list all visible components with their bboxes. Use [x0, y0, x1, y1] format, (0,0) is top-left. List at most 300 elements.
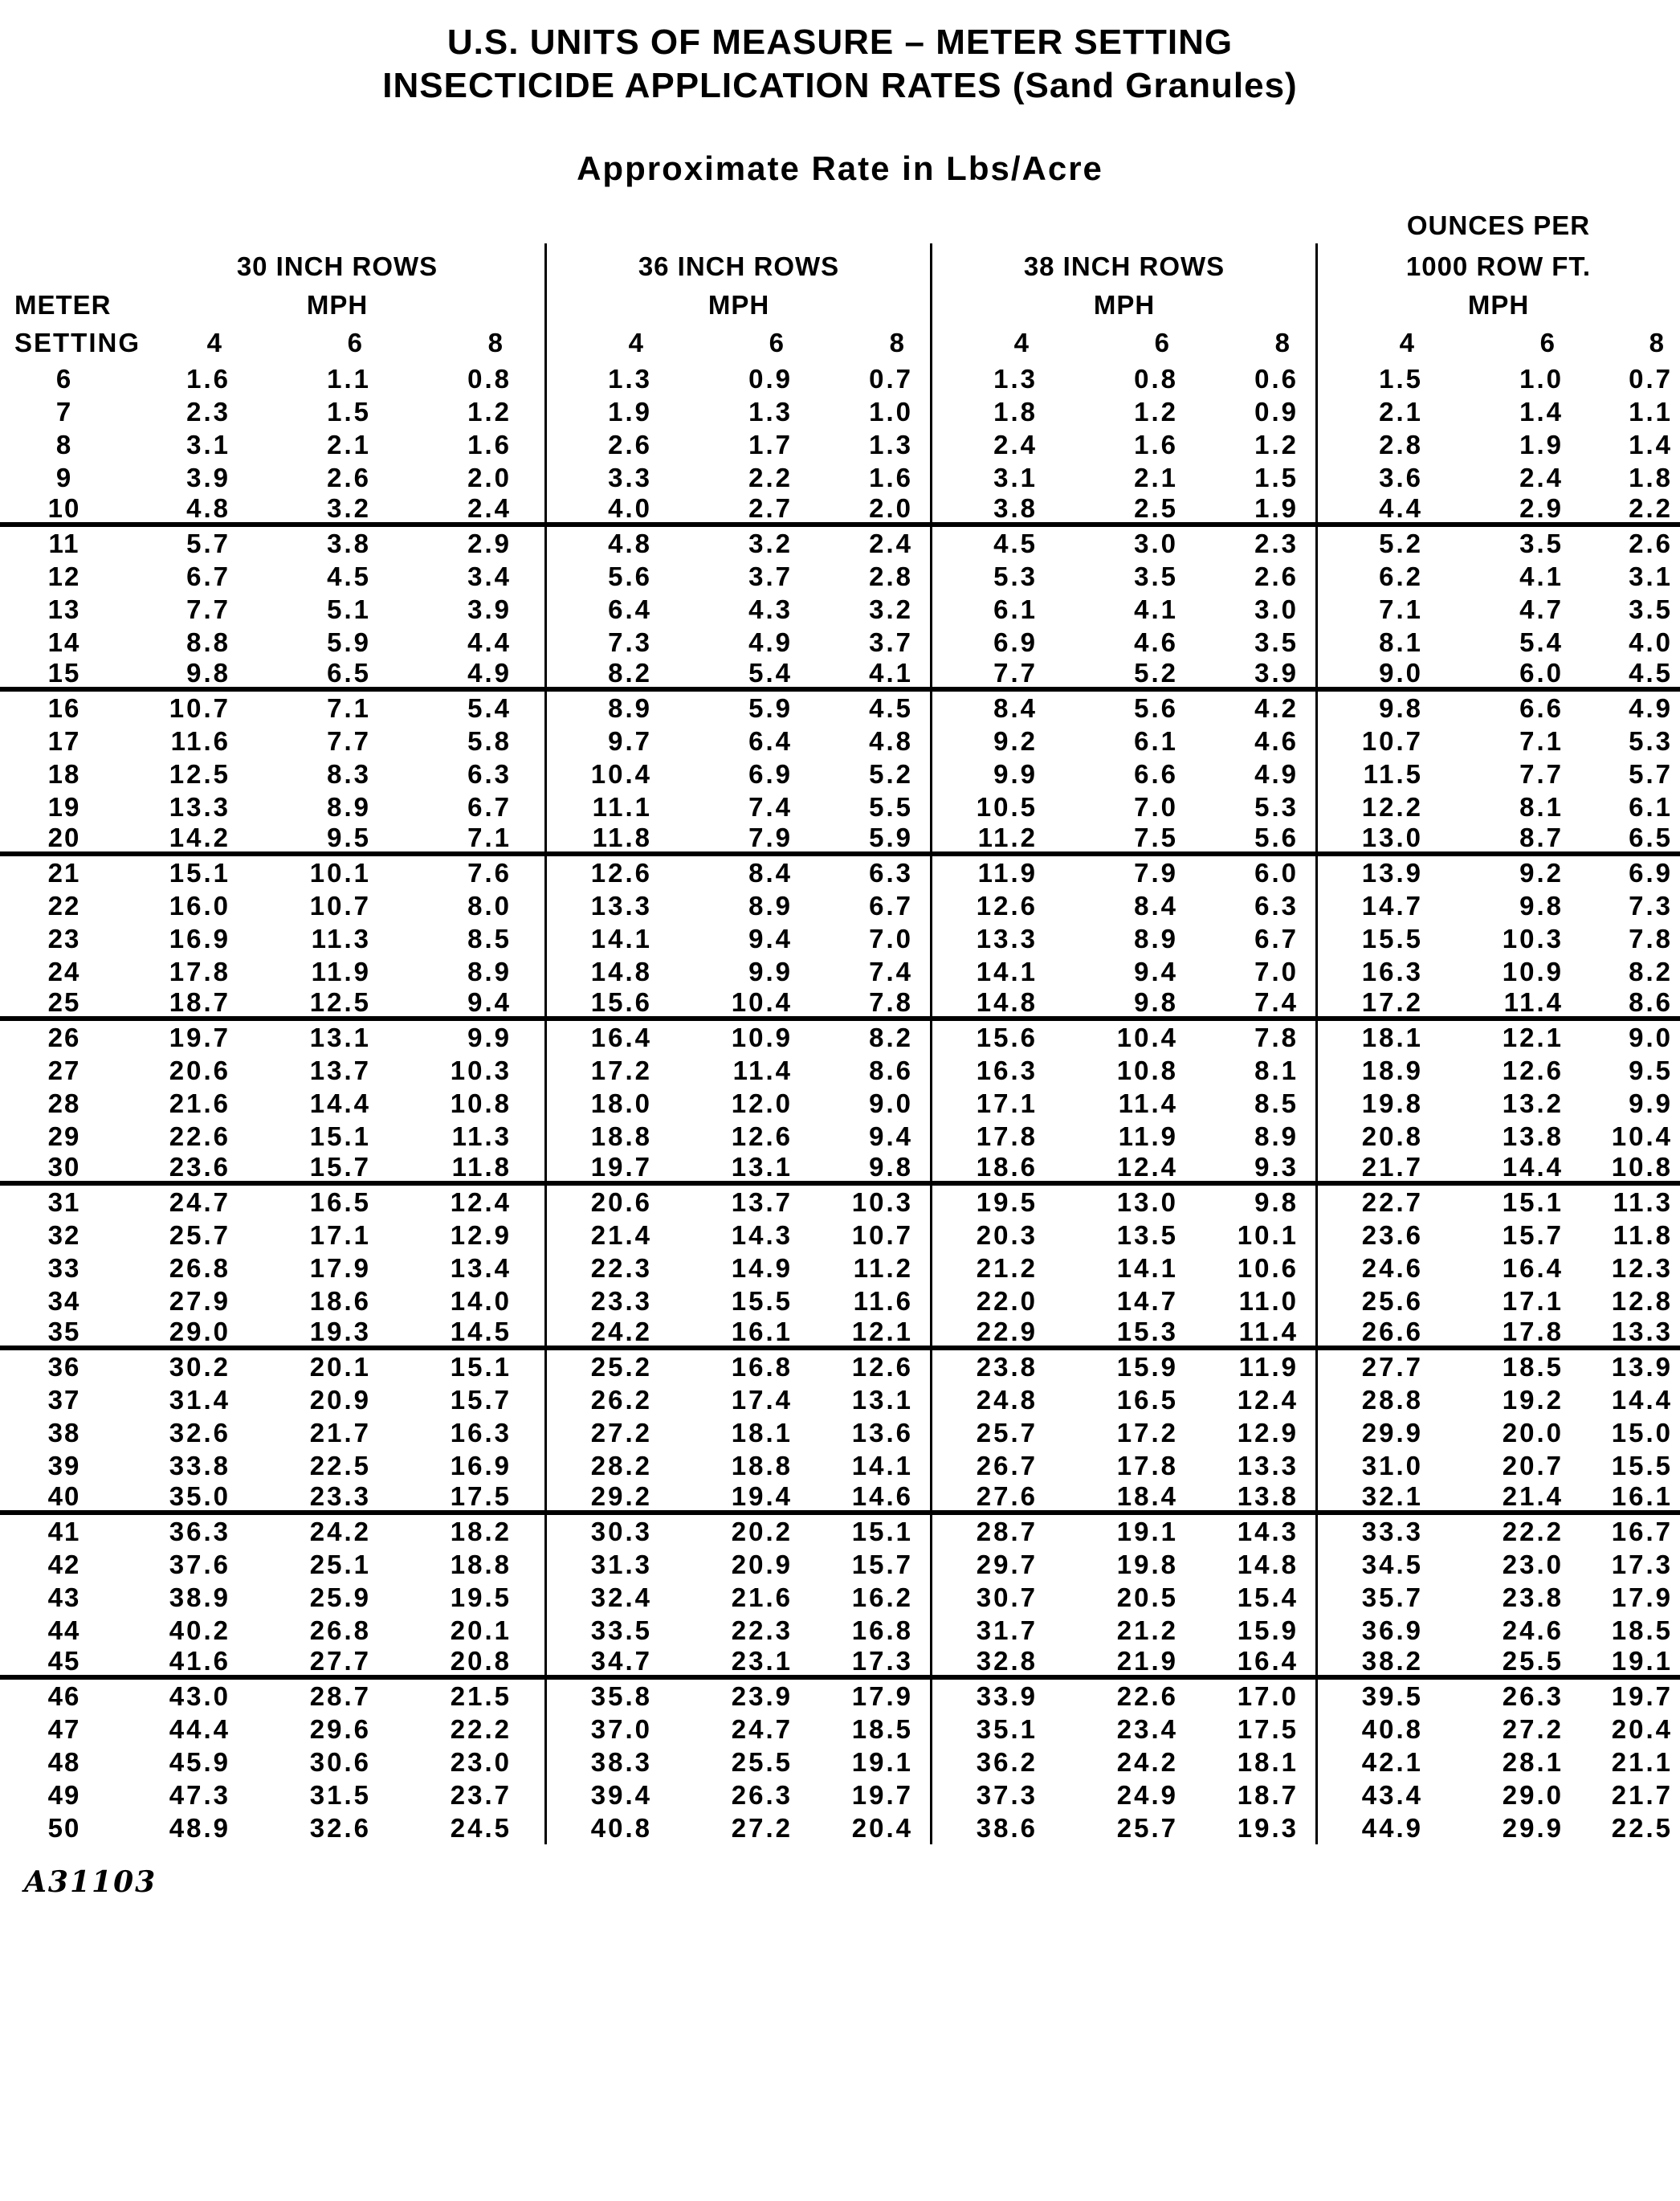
- rate-cell: 23.1: [731, 1646, 793, 1676]
- meter-setting-cell: 35: [47, 1317, 81, 1346]
- group-ounces-mph: MPH: [1467, 290, 1530, 320]
- rate-cell: 8.9: [1254, 1121, 1299, 1151]
- rate-cell: 8.5: [467, 924, 512, 953]
- rate-cell: 19.5: [450, 1582, 512, 1612]
- rate-cell: 11.8: [592, 823, 652, 852]
- rate-cell: 19.7: [1611, 1681, 1673, 1711]
- rate-cell: 17.5: [450, 1481, 512, 1511]
- meter-setting-cell: 16: [47, 693, 81, 723]
- rate-cell: 23.4: [1116, 1714, 1178, 1744]
- table-row: [0, 1252, 1680, 1284]
- rate-cell: 11.2: [977, 823, 1038, 852]
- meter-setting-cell: 15: [47, 658, 81, 688]
- table-row: [0, 757, 1680, 790]
- document-code: A31103: [24, 1865, 157, 1899]
- rate-cell: 18.1: [731, 1418, 793, 1448]
- rate-cell: 1.1: [1629, 397, 1673, 427]
- rate-cell: 8.9: [327, 792, 371, 822]
- rate-cell: 17.8: [976, 1121, 1038, 1151]
- rate-cell: 7.9: [1134, 858, 1178, 888]
- rate-cell: 3.3: [608, 463, 652, 492]
- rate-cell: 4.1: [1134, 594, 1178, 624]
- rate-cell: 2.6: [327, 463, 371, 492]
- rate-cell: 7.6: [467, 858, 512, 888]
- rate-cell: 10.8: [1116, 1056, 1178, 1085]
- rate-cell: 3.2: [748, 529, 793, 558]
- meter-setting-cell: 24: [47, 957, 81, 986]
- rate-cell: 23.7: [450, 1780, 512, 1810]
- rate-cell: 6.3: [869, 858, 913, 888]
- rate-cell: 37.3: [976, 1780, 1038, 1810]
- rate-cell: 28.7: [309, 1681, 371, 1711]
- subtitle: Approximate Rate in Lbs/Acre: [577, 149, 1103, 187]
- rate-cell: 15.9: [1237, 1615, 1299, 1645]
- rate-cell: 21.6: [169, 1088, 230, 1118]
- meter-setting-cell: 47: [47, 1714, 81, 1744]
- rate-cell: 23.9: [731, 1681, 793, 1711]
- rate-cell: 25.7: [976, 1418, 1038, 1448]
- table-row: [0, 1317, 1680, 1350]
- group-38inch-label: 38 INCH ROWS: [1023, 251, 1225, 281]
- rate-cell: 19.7: [851, 1780, 913, 1810]
- rate-cell: 23.8: [1502, 1582, 1564, 1612]
- rate-cell: 9.7: [608, 726, 652, 756]
- rate-cell: 11.9: [1118, 1121, 1178, 1151]
- rate-cell: 3.4: [467, 561, 512, 591]
- rate-cell: 28.7: [976, 1517, 1038, 1546]
- rate-cell: 24.2: [590, 1317, 652, 1346]
- rate-cell: 40.8: [1361, 1714, 1423, 1744]
- rate-cell: 14.4: [1611, 1385, 1673, 1415]
- speed-header: 4: [1013, 328, 1030, 357]
- table-row: [0, 395, 1680, 428]
- meter-setting-cell: 42: [47, 1550, 81, 1579]
- rate-cell: 2.8: [869, 561, 913, 591]
- rate-cell: 14.8: [590, 957, 652, 986]
- rate-cell: 8.5: [1254, 1088, 1299, 1118]
- rate-cell: 5.9: [748, 693, 793, 723]
- rate-cell: 1.2: [467, 397, 512, 427]
- rate-cell: 28.1: [1502, 1747, 1564, 1777]
- rate-cell: 6.3: [1254, 891, 1299, 921]
- rate-cell: 33.3: [1361, 1517, 1423, 1546]
- rate-cell: 14.4: [1502, 1152, 1564, 1182]
- rate-cell: 5.9: [869, 823, 913, 852]
- rate-cell: 8.8: [186, 627, 230, 657]
- rate-cell: 14.7: [1361, 891, 1423, 921]
- rate-cell: 35.7: [1361, 1582, 1423, 1612]
- rate-cell: 11.3: [451, 1121, 512, 1151]
- rate-cell: 5.8: [467, 726, 512, 756]
- meter-setting-cell: 45: [47, 1646, 81, 1676]
- table-row: [0, 823, 1680, 856]
- rate-cell: 25.9: [309, 1582, 371, 1612]
- rate-cell: 16.8: [731, 1352, 793, 1382]
- rate-cell: 2.9: [467, 529, 512, 558]
- rate-cell: 2.4: [467, 493, 512, 523]
- rate-cell: 19.7: [590, 1152, 652, 1182]
- rate-cell: 31.3: [590, 1550, 652, 1579]
- rate-cell: 15.6: [976, 1023, 1038, 1052]
- rate-cell: 18.8: [450, 1550, 512, 1579]
- rate-cell: 4.5: [327, 561, 371, 591]
- rate-cell: 14.4: [309, 1088, 371, 1118]
- rate-cell: 3.1: [993, 463, 1038, 492]
- rate-cell: 38.6: [976, 1813, 1038, 1843]
- rate-cell: 35.1: [976, 1714, 1038, 1744]
- speed-header: 4: [206, 328, 223, 357]
- rate-cell: 9.5: [327, 823, 371, 852]
- rate-cell: 39.4: [590, 1780, 652, 1810]
- rate-cell: 8.7: [1519, 823, 1564, 852]
- rate-cell: 21.5: [450, 1681, 512, 1711]
- table-row: [0, 527, 1680, 560]
- meter-setting-cell: 21: [47, 858, 81, 888]
- rate-cell: 10.4: [590, 759, 652, 789]
- table-row: [0, 1021, 1680, 1054]
- rate-cell: 9.5: [1629, 1056, 1673, 1085]
- meter-setting-cell: 22: [47, 891, 81, 921]
- rate-cell: 21.7: [309, 1418, 371, 1448]
- meter-setting-cell: 25: [47, 987, 81, 1017]
- speed-header: 6: [769, 328, 785, 357]
- rate-cell: 9.4: [1134, 957, 1178, 986]
- rate-cell: 4.9: [748, 627, 793, 657]
- rate-cell: 3.9: [186, 463, 230, 492]
- rate-cell: 8.9: [467, 957, 512, 986]
- rate-cell: 15.3: [1116, 1317, 1178, 1346]
- rate-cell: 14.5: [450, 1317, 512, 1346]
- rate-cell: 21.1: [1611, 1747, 1673, 1777]
- rate-cell: 6.9: [1629, 858, 1673, 888]
- rate-cell: 4.5: [869, 693, 913, 723]
- rate-cell: 25.2: [590, 1352, 652, 1382]
- rate-cell: 5.4: [748, 658, 793, 688]
- rate-cell: 3.8: [327, 529, 371, 558]
- rate-cell: 32.1: [1361, 1481, 1423, 1511]
- rate-cell: 19.1: [851, 1747, 913, 1777]
- rate-cell: 1.4: [1519, 397, 1564, 427]
- table-row: [0, 1713, 1680, 1746]
- rate-cell: 29.7: [976, 1550, 1038, 1579]
- rate-cell: 2.6: [1629, 529, 1673, 558]
- rate-cell: 8.2: [608, 658, 652, 688]
- rate-cell: 15.7: [1502, 1220, 1564, 1250]
- rate-cell: 7.1: [327, 693, 371, 723]
- rate-cell: 22.5: [1611, 1813, 1673, 1843]
- rate-cell: 33.9: [976, 1681, 1038, 1711]
- meter-setting-cell: 8: [55, 430, 73, 459]
- rate-cell: 18.1: [1237, 1747, 1299, 1777]
- group-36inch-label: 36 INCH ROWS: [638, 251, 840, 281]
- rate-cell: 1.6: [1134, 430, 1178, 459]
- meter-setting-cell: 31: [47, 1187, 81, 1217]
- rate-cell: 4.4: [467, 627, 512, 657]
- rate-cell: 7.8: [869, 987, 913, 1017]
- rate-cell: 9.9: [467, 1023, 512, 1052]
- rate-cell: 3.5: [1629, 594, 1673, 624]
- rate-cell: 5.3: [993, 561, 1038, 591]
- table-row: [0, 593, 1680, 626]
- rate-cell: 7.7: [186, 594, 230, 624]
- rate-cell: 1.9: [1519, 430, 1564, 459]
- meter-setting-cell: 20: [47, 823, 81, 852]
- rate-cell: 3.5: [1134, 561, 1178, 591]
- rate-cell: 7.7: [993, 658, 1038, 688]
- column-divider: [1315, 243, 1318, 1844]
- header-row-ounces: [0, 205, 1680, 247]
- group-30inch-label: 30 INCH ROWS: [236, 251, 438, 281]
- rate-cell: 14.8: [1237, 1550, 1299, 1579]
- rate-cell: 17.0: [1237, 1681, 1299, 1711]
- rate-cell: 0.6: [1254, 364, 1299, 394]
- rate-cell: 27.2: [590, 1418, 652, 1448]
- table-row: [0, 1647, 1680, 1680]
- rate-cell: 17.3: [851, 1646, 913, 1676]
- rate-cell: 4.1: [869, 658, 913, 688]
- meter-header-line1: METER: [14, 290, 112, 320]
- rate-cell: 13.3: [169, 792, 230, 822]
- rate-cell: 0.9: [1254, 397, 1299, 427]
- meter-setting-cell: 48: [47, 1747, 81, 1777]
- rate-cell: 9.2: [993, 726, 1038, 756]
- rate-cell: 26.2: [590, 1385, 652, 1415]
- rate-cell: 6.6: [1134, 759, 1178, 789]
- rate-cell: 18.4: [1116, 1481, 1178, 1511]
- rate-cell: 16.5: [1116, 1385, 1178, 1415]
- rate-cell: 6.7: [467, 792, 512, 822]
- rate-cell: 17.8: [169, 957, 230, 986]
- rate-cell: 5.4: [467, 693, 512, 723]
- meter-setting-cell: 50: [47, 1813, 81, 1843]
- rate-cell: 6.9: [748, 759, 793, 789]
- rate-cell: 44.4: [169, 1714, 230, 1744]
- rate-cell: 8.1: [1379, 627, 1423, 657]
- rate-cell: 1.3: [993, 364, 1038, 394]
- rate-cell: 20.1: [309, 1352, 371, 1382]
- rate-cell: 22.3: [590, 1253, 652, 1283]
- rate-cell: 6.0: [1254, 858, 1299, 888]
- rate-cell: 24.2: [309, 1517, 371, 1546]
- speed-header: 6: [1154, 328, 1171, 357]
- rate-cell: 30.7: [976, 1582, 1038, 1612]
- rate-cell: 7.1: [467, 823, 512, 852]
- rate-cell: 11.9: [977, 858, 1038, 888]
- rate-cell: 19.4: [731, 1481, 793, 1511]
- rate-cell: 7.1: [1379, 594, 1423, 624]
- rate-cell: 15.1: [450, 1352, 512, 1382]
- rate-cell: 34.7: [590, 1646, 652, 1676]
- rate-cell: 4.8: [608, 529, 652, 558]
- rate-cell: 6.7: [1254, 924, 1299, 953]
- rate-cell: 38.3: [590, 1747, 652, 1777]
- rate-cell: 2.4: [869, 529, 913, 558]
- rate-cell: 24.9: [1116, 1780, 1178, 1810]
- rate-cell: 22.9: [976, 1317, 1038, 1346]
- rate-cell: 18.8: [731, 1451, 793, 1480]
- speed-header: 8: [1274, 328, 1291, 357]
- rate-cell: 19.1: [1611, 1646, 1673, 1676]
- rate-cell: 3.1: [186, 430, 230, 459]
- table-row: [0, 659, 1680, 692]
- rate-cell: 4.9: [467, 658, 512, 688]
- rate-cell: 22.5: [309, 1451, 371, 1480]
- rate-cell: 2.2: [748, 463, 793, 492]
- rate-cell: 36.2: [976, 1747, 1038, 1777]
- rate-cell: 5.2: [1379, 529, 1423, 558]
- rate-cell: 8.9: [748, 891, 793, 921]
- table-row: [0, 1614, 1680, 1647]
- rate-cell: 3.5: [1254, 627, 1299, 657]
- rate-cell: 32.4: [590, 1582, 652, 1612]
- table-row: [0, 362, 1680, 395]
- rate-cell: 8.3: [327, 759, 371, 789]
- rate-cell: 19.7: [169, 1023, 230, 1052]
- rate-cell: 11.8: [451, 1152, 512, 1182]
- rate-cell: 19.1: [1116, 1517, 1178, 1546]
- rate-cell: 23.6: [1361, 1220, 1423, 1250]
- rate-cell: 31.5: [309, 1780, 371, 1810]
- meter-setting-cell: 38: [47, 1418, 81, 1448]
- rate-cell: 29.9: [1502, 1813, 1564, 1843]
- rate-cell: 2.3: [1254, 529, 1299, 558]
- rate-cell: 17.4: [731, 1385, 793, 1415]
- rate-cell: 15.7: [851, 1550, 913, 1579]
- rate-cell: 7.0: [869, 924, 913, 953]
- rate-cell: 16.9: [169, 924, 230, 953]
- rate-cell: 7.8: [1629, 924, 1673, 953]
- rate-cell: 7.5: [1134, 823, 1178, 852]
- rate-cell: 12.6: [976, 891, 1038, 921]
- rate-cell: 20.0: [1502, 1418, 1564, 1448]
- meter-setting-cell: 37: [47, 1385, 81, 1415]
- rate-cell: 13.3: [1237, 1451, 1299, 1480]
- rate-cell: 8.6: [1629, 987, 1673, 1017]
- rate-cell: 26.3: [731, 1780, 793, 1810]
- rate-cell: 7.8: [1254, 1023, 1299, 1052]
- rate-cell: 27.7: [1361, 1352, 1423, 1382]
- meter-setting-cell: 46: [47, 1681, 81, 1711]
- meter-setting-cell: 41: [47, 1517, 81, 1546]
- rate-cell: 13.7: [731, 1187, 793, 1217]
- rate-cell: 22.0: [976, 1286, 1038, 1316]
- table-row: [0, 1120, 1680, 1153]
- rate-cell: 5.2: [869, 759, 913, 789]
- rate-cell: 23.3: [309, 1481, 371, 1511]
- rate-cell: 20.7: [1502, 1451, 1564, 1480]
- rate-cell: 3.1: [1629, 561, 1673, 591]
- rate-cell: 24.6: [1361, 1253, 1423, 1283]
- rate-cell: 7.0: [1254, 957, 1299, 986]
- rate-cell: 41.6: [169, 1646, 230, 1676]
- rate-cell: 18.8: [590, 1121, 652, 1151]
- rate-cell: 17.1: [976, 1088, 1038, 1118]
- rate-cell: 14.8: [976, 987, 1038, 1017]
- rate-cell: 9.8: [186, 658, 230, 688]
- rate-cell: 16.4: [1237, 1646, 1299, 1676]
- rate-cell: 14.0: [450, 1286, 512, 1316]
- rate-cell: 11.4: [1238, 1317, 1299, 1346]
- rate-cell: 37.0: [590, 1714, 652, 1744]
- rate-cell: 2.6: [1254, 561, 1299, 591]
- rate-cell: 9.0: [869, 1088, 913, 1118]
- rate-cell: 11.6: [170, 726, 230, 756]
- rate-cell: 14.9: [731, 1253, 793, 1283]
- rate-cell: 12.6: [590, 858, 652, 888]
- rate-cell: 20.4: [1611, 1714, 1673, 1744]
- meter-setting-cell: 10: [47, 493, 81, 523]
- rate-cell: 48.9: [169, 1813, 230, 1843]
- meter-setting-cell: 28: [47, 1088, 81, 1118]
- table-row: [0, 1416, 1680, 1449]
- rate-cell: 5.6: [1134, 693, 1178, 723]
- rate-cell: 13.7: [309, 1056, 371, 1085]
- rate-cell: 14.1: [976, 957, 1038, 986]
- rate-cell: 17.8: [1502, 1317, 1564, 1346]
- rate-cell: 13.4: [450, 1253, 512, 1283]
- rate-cell: 13.1: [731, 1152, 793, 1182]
- rate-cell: 11.6: [853, 1286, 913, 1316]
- rate-cell: 5.4: [1519, 627, 1564, 657]
- table-row: [0, 1087, 1680, 1120]
- rate-cell: 9.4: [869, 1121, 913, 1151]
- rate-cell: 25.7: [1116, 1813, 1178, 1843]
- rate-cell: 2.9: [1519, 493, 1564, 523]
- rate-cell: 16.3: [450, 1418, 512, 1448]
- rate-cell: 13.6: [851, 1418, 913, 1448]
- rate-cell: 4.5: [993, 529, 1038, 558]
- rate-cell: 13.9: [1611, 1352, 1673, 1382]
- speed-header: 4: [628, 328, 645, 357]
- rate-cell: 27.7: [309, 1646, 371, 1676]
- meter-setting-cell: 14: [47, 627, 81, 657]
- rate-cell: 40.2: [169, 1615, 230, 1645]
- rate-cell: 17.1: [1502, 1286, 1564, 1316]
- rate-cell: 10.7: [851, 1220, 913, 1250]
- rate-cell: 4.1: [1519, 561, 1564, 591]
- rate-cell: 34.5: [1361, 1550, 1423, 1579]
- rate-cell: 2.7: [748, 493, 793, 523]
- table-row: [0, 494, 1680, 527]
- rate-cell: 15.5: [731, 1286, 793, 1316]
- rate-cell: 16.7: [1611, 1517, 1673, 1546]
- meter-setting-cell: 6: [55, 364, 73, 394]
- rate-cell: 3.8: [993, 493, 1038, 523]
- rate-cell: 2.3: [186, 397, 230, 427]
- rate-cell: 18.5: [1502, 1352, 1564, 1382]
- rate-cell: 5.7: [186, 529, 230, 558]
- rate-cell: 20.6: [169, 1056, 230, 1085]
- rate-cell: 26.3: [1502, 1681, 1564, 1711]
- rate-cell: 4.8: [869, 726, 913, 756]
- rate-cell: 19.3: [309, 1317, 371, 1346]
- rate-cell: 7.7: [1519, 759, 1564, 789]
- rate-cell: 1.9: [1254, 493, 1299, 523]
- rate-cell: 30.6: [309, 1747, 371, 1777]
- rate-cell: 7.3: [1629, 891, 1673, 921]
- table-row: [0, 1186, 1680, 1219]
- rate-cell: 13.8: [1237, 1481, 1299, 1511]
- rate-cell: 8.2: [869, 1023, 913, 1052]
- rate-cell: 2.1: [1134, 463, 1178, 492]
- rate-cell: 21.7: [1361, 1152, 1423, 1182]
- rate-cell: 19.3: [1237, 1813, 1299, 1843]
- rate-cell: 14.1: [590, 924, 652, 953]
- rate-cell: 9.8: [869, 1152, 913, 1182]
- rate-cell: 2.0: [467, 463, 512, 492]
- rate-cell: 26.6: [1361, 1317, 1423, 1346]
- table-row: [0, 856, 1680, 889]
